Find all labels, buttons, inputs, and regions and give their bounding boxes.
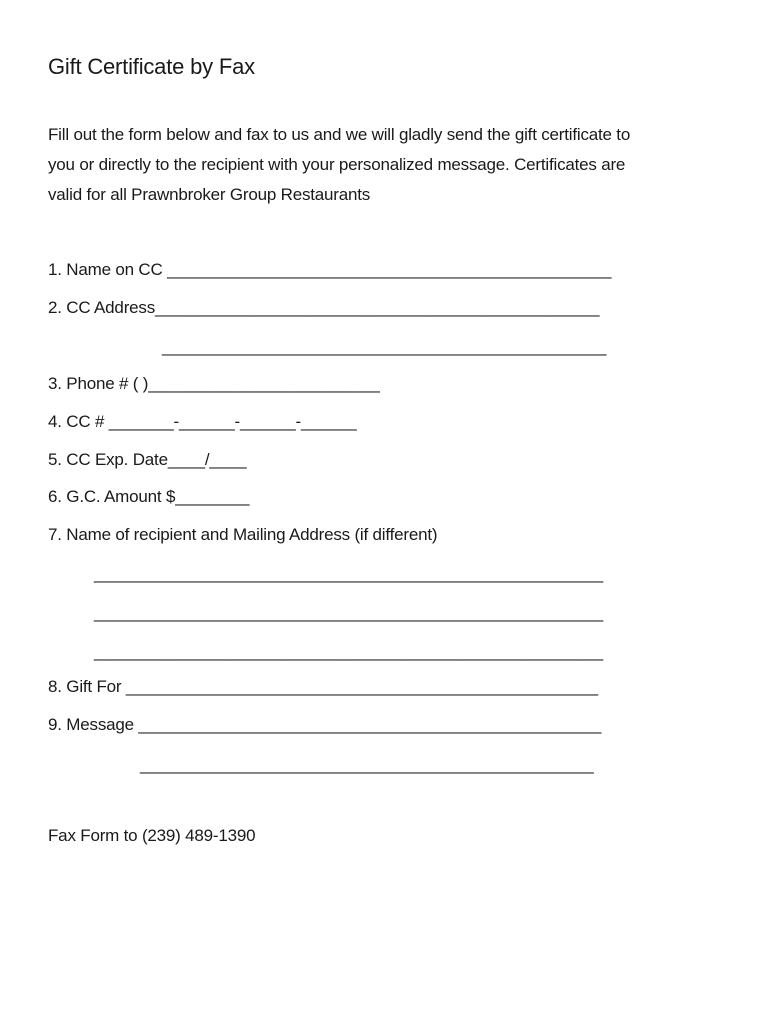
gc-amount-field[interactable]: 6. G.C. Amount $________ bbox=[48, 487, 250, 506]
intro-paragraph bbox=[48, 120, 630, 210]
intro-line: valid for all Prawnbroker Group Restaurants bbox=[48, 185, 371, 204]
message-field[interactable]: 9. Message __________________________________________________ bbox=[48, 715, 602, 734]
fax-number-footer: Fax Form to (239) 489-1390 bbox=[48, 826, 256, 845]
recipient-address-line[interactable]: _______________________________________________________ bbox=[94, 603, 604, 622]
phone-field[interactable]: 3. Phone # ( )_________________________ bbox=[48, 374, 380, 393]
intro-line: you or directly to the recipient with your personalized message. Certificates are bbox=[48, 155, 626, 174]
recipient-address-line[interactable]: _______________________________________________________ bbox=[94, 564, 604, 583]
cc-number-field[interactable]: 4. CC # _______-______-______-______ bbox=[48, 412, 357, 431]
cc-address-continuation-field[interactable]: ________________________________________________ bbox=[162, 337, 607, 356]
recipient-label: 7. Name of recipient and Mailing Address (if different) bbox=[48, 525, 438, 544]
recipient-address-line[interactable]: _______________________________________________________ bbox=[94, 642, 604, 661]
cc-exp-date-field[interactable]: 5. CC Exp. Date____/____ bbox=[48, 450, 247, 469]
message-continuation-field[interactable]: _________________________________________________ bbox=[140, 755, 594, 774]
page-title: Gift Certificate by Fax bbox=[48, 54, 255, 79]
gift-for-field[interactable]: 8. Gift For ___________________________________________________ bbox=[48, 677, 598, 696]
intro-line: Fill out the form below and fax to us and we will gladly send the gift certificate to bbox=[48, 125, 631, 144]
cc-address-field[interactable]: 2. CC Address________________________________________________ bbox=[48, 298, 600, 317]
name-on-cc-field[interactable]: 1. Name on CC ________________________________________________ bbox=[48, 260, 612, 279]
